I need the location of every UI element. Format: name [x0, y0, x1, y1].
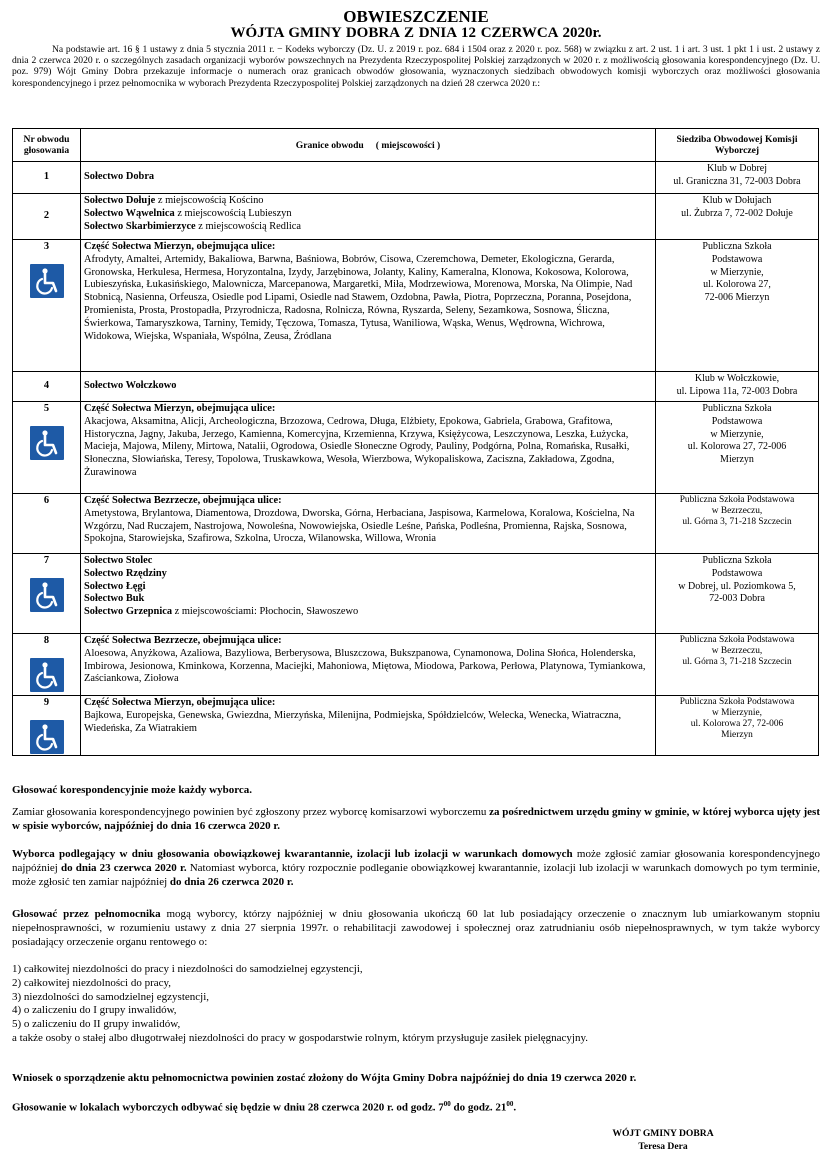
area-line-text: z miejscowością Redlica: [195, 220, 301, 232]
intro-paragraph: Na podstawie art. 16 § 1 ustawy z dnia 5 stycznia 2011 r. − Kodeks wyborczy (Dz. U. z 2019 r. poz. 684 i 1504 oraz z 2020 r. poz. 568) w związku z art. 2 ust. 1 i art. 3 ust. 1 pkt 1 i ust. 2 ustawy z dnia 2 czerwca 2020 r. o szczególnych zasadach organizacji wyborów powszechnych na Prezydenta Rzeczypospolitej Polskiej zarządzonych w 2020 r. z możliwością głosowania korespondencyjnego (Dz. U. poz. 979) Wójt Gminy Dobra przekazuje informacje o numerach oraz granicach obwodów głosowania, wyznaczonych siedzibach obwodowych komisji wyborczych oraz możliwości głosowania korespondencyjnego i przez pełnomocnika w wyborach Prezydenta Rzeczypospolitej Polskiej zarządzonych na dzień 28 czerwca 2020 r.:: [12, 44, 820, 89]
street-list: Afrodyty, Amaltei, Artemidy, Bakaliowa, Barwna, Baśniowa, Bobrów, Cisowa, Czeremchowa, Demeter, Ekologiczna, Gerarda, Gronowska, Herkulesa, Hermesa, Horyzontalna, Izydy, Jarzębinowa, Jolanty, Kaliny, Kameralna, Klonowa, Kokosowa, Kolorowa, Lubieszyńska, Łukasińskiego, Malownicza, Marcepanowa, Margaretki, Miła, Modrzewiowa, Morenowa, Morska, Na Olimpie, Nad Stobnicą, Nasienna, Orfeusza, Osiedle pod Lipami, Osiedle nad Stawem, Ozdobna, Pawła, Piotra, Poprzeczna, Poranna, Posejdona, Promienista, Prosta, Prostopadła, Przyrodnicza, Radosna, Rolnicza, Równa, Ryszarda, Seleny, Sezamkowa, Sosnowa, Śliczna, Świerkowa, Tamaryszkowa, Tarniny, Temidy, Tęczowa, Tomasza, Tytusa, Waniliowa, Wąska, Wenus, Wędrowna, Wichrowa, Widokowa, Wiejska, Wspaniała, Wspólna, Zeusa, Źródlana: [84, 253, 633, 342]
footer-p7-text2: do godz. 21: [450, 1101, 507, 1114]
district-area-cell: [81, 372, 656, 402]
commission-seat: Klub w Dołujach ul. Żubrza 7, 72-002 Dołuje: [681, 195, 793, 219]
footer-list: [12, 963, 820, 1046]
area-line: [84, 380, 652, 393]
area-line: [84, 697, 652, 710]
footer-p7-sup1: 00: [443, 1100, 451, 1108]
area-line-bold: Sołectwo Łęgi: [84, 580, 146, 592]
area-line-bold: Sołectwo Dobra: [84, 171, 155, 183]
commission-seat-cell: [656, 372, 819, 402]
district-area-cell: [81, 162, 656, 194]
commission-seat-cell: [656, 162, 819, 194]
footer-p2-text: Zamiar głosowania korespondencyjnego powinien być zgłoszony przez wyborcę komisarzowi wyborczemu: [12, 806, 490, 818]
district-number: 9: [43, 697, 50, 708]
footer-p6: Wniosek o sporządzenie aktu pełnomocnictwa powinien zostać złożony do Wójta Gminy Dobra najpóźniej do dnia 19 czerwca 2020 r.: [12, 1072, 637, 1084]
signature-title: WÓJT GMINY DOBRA: [612, 1128, 714, 1139]
district-number-cell: [13, 194, 81, 240]
commission-seat-cell: [656, 402, 819, 494]
district-area-cell: [81, 696, 656, 756]
commission-seat: Publiczna Szkoła Podstawowa w Mierzynie, ul. Kolorowa 27, 72-006 Mierzyn: [702, 241, 772, 304]
footer-list-item: 2) całkowitej niezdolności do pracy,: [12, 976, 172, 989]
commission-seat-cell: [656, 696, 819, 756]
col-header-nr: Nr obwodu głosowania: [13, 129, 81, 162]
footer-p2-bold: za pośrednictwem urzędu gminy w gminie, w której wyborca ujęty jest w spisie wyborców, najpóźniej do dnia 16 czerwca 2020 r.: [12, 806, 821, 832]
district-area-cell: [81, 240, 656, 372]
area-line: [84, 195, 652, 208]
districts-table: [12, 128, 819, 756]
footer-p7-text1: Głosowanie w lokalach wyborczych odbywać się będzie w dniu 28 czerwca 2020 r. od godz. 7: [12, 1101, 444, 1114]
district-number: 1: [43, 171, 50, 183]
district-number: 3: [43, 241, 50, 252]
area-line: [84, 581, 652, 594]
district-area-cell: [81, 402, 656, 494]
commission-seat: Klub w Wołczkowie, ul. Lipowa 11a, 72-003 Dobra: [676, 373, 798, 397]
area-line: [84, 221, 652, 234]
district-number-cell: [13, 696, 81, 756]
footer-p3-bold3: do dnia 26 czerwca 2020 r.: [169, 875, 294, 888]
area-line-bold: Część Sołectwa Mierzyn, obejmująca ulice:: [84, 241, 276, 252]
footer-p3-text1: może zgłosić zamiar głosowania korespondencyjnego najpóźniej: [12, 848, 820, 874]
signature-name: Teresa Dera: [638, 1141, 688, 1152]
footer-list-item: 4) o zaliczeniu do I grupy inwalidów,: [12, 1004, 177, 1017]
district-number-cell: [13, 402, 81, 494]
district-number-cell: [13, 372, 81, 402]
area-line-bold: Sołectwo Wołczkowo: [84, 380, 177, 392]
area-line-bold: Sołectwo Wąwelnica: [84, 207, 175, 219]
commission-seat: Publiczna Szkoła Podstawowa w Bezrzeczu, ul. Górna 3, 71-218 Szczecin: [679, 635, 795, 667]
table-row: [13, 634, 819, 696]
footer-p5: a także osoby o stałej albo długotrwałej niezdolności do pracy w gospodarstwie rolnym, którym przysługuje zasiłek pielęgnacyjny.: [12, 1031, 589, 1044]
area-line: [84, 593, 652, 606]
col-header-seat: Siedziba Obwodowej Komisji Wyborczej: [656, 129, 819, 162]
district-number-cell: [13, 494, 81, 554]
district-area-cell: [81, 494, 656, 554]
area-line-bold: Sołectwo Grzepnica: [84, 606, 173, 618]
commission-seat-cell: [656, 240, 819, 372]
wheelchair-icon: [30, 720, 64, 754]
footer-p2: [12, 806, 820, 834]
table-row: [13, 494, 819, 554]
commission-seat-cell: [656, 194, 819, 240]
area-line: [84, 606, 652, 619]
district-number: 8: [43, 635, 50, 646]
wheelchair-icon: [30, 578, 64, 612]
district-number-cell: [13, 240, 81, 372]
table-row: [13, 402, 819, 494]
area-line-bold: Część Sołectwa Bezrzecze, obejmująca ulice:: [84, 495, 282, 506]
street-list: Bajkowa, Europejska, Genewska, Gwiezdna, Mierzyńska, Milenijna, Podmiejska, Spółdzielców, Welecka, Wenecka, Wiatraczna, Wiedeńska, Za Wiatrakiem: [84, 709, 622, 734]
area-line: [84, 171, 652, 184]
commission-seat: Publiczna Szkoła Podstawowa w Mierzynie, ul. Kolorowa 27, 72-006 Mierzyn: [687, 403, 787, 466]
wheelchair-icon: [30, 426, 64, 460]
table-row: [13, 194, 819, 240]
district-area-cell: [81, 554, 656, 634]
area-line: [84, 635, 652, 648]
commission-seat: Publiczna Szkoła Podstawowa w Mierzynie, ul. Kolorowa 27, 72-006 Mierzyn: [679, 697, 795, 740]
district-number: 6: [43, 495, 50, 506]
area-line: [84, 403, 652, 416]
district-number-cell: [13, 634, 81, 696]
footer-p7-text3: .: [513, 1101, 517, 1114]
footer-list-item: 1) całkowitej niezdolności do pracy i niezdolności do samodzielnej egzystencji,: [12, 963, 363, 975]
commission-seat-cell: [656, 554, 819, 634]
area-line-text: z miejscowością Kościno: [155, 195, 264, 206]
area-line-bold: Sołectwo Stolec: [84, 555, 153, 566]
wheelchair-icon: [30, 658, 64, 692]
area-line-bold: Sołectwo Buk: [84, 593, 145, 605]
footer-p4-bold: Głosować przez pełnomocnika: [12, 908, 161, 920]
wheelchair-icon: [30, 264, 64, 298]
footer-p7-sup2: 00: [506, 1100, 514, 1108]
area-line: [84, 208, 652, 221]
table-row: [13, 240, 819, 372]
footer-p3: [12, 848, 820, 889]
district-number: 4: [43, 380, 50, 392]
document-subtitle: WÓJTA GMINY DOBRA Z DNIA 12 CZERWCA 2020r.: [230, 25, 602, 41]
area-line-text: z miejscowościami: Płochocin, Sławoszewo: [172, 606, 359, 618]
commission-seat: Publiczna Szkoła Podstawowa w Bezrzeczu, ul. Górna 3, 71-218 Szczecin: [679, 495, 795, 527]
footer-list-item: 5) o zaliczeniu do II grupy inwalidów,: [12, 1018, 181, 1031]
area-line-bold: Sołectwo Dołuje: [84, 195, 156, 206]
area-line-bold: Sołectwo Skarbimierzyce: [84, 220, 196, 232]
table-row: [13, 372, 819, 402]
table-row: [13, 696, 819, 756]
district-number: 7: [43, 555, 50, 566]
districts-table-body: [13, 162, 819, 756]
commission-seat: Klub w Dobrej ul. Graniczna 31, 72-003 Dobra: [673, 163, 801, 187]
district-number-cell: [13, 554, 81, 634]
area-line-bold: Część Sołectwa Bezrzecze, obejmująca ulice:: [84, 635, 282, 646]
area-line: [84, 568, 652, 581]
commission-seat-cell: [656, 634, 819, 696]
area-line-bold: Sołectwo Rzędziny: [84, 567, 167, 579]
district-number: 5: [43, 403, 50, 414]
commission-seat: Publiczna Szkoła Podstawowa w Dobrej, ul. Poziomkowa 5, 72-003 Dobra: [678, 555, 796, 605]
commission-seat-cell: [656, 494, 819, 554]
area-line-bold: Część Sołectwa Mierzyn, obejmująca ulice:: [84, 403, 276, 414]
street-list: Ametystowa, Brylantowa, Diamentowa, Drozdowa, Dworska, Górna, Herbaciana, Jaspisowa, Karmelowa, Koralowa, Kościelna, Na Wzgórzu, Nad Ruczajem, Nastrojowa, Nowoleśna, Nowowiejska, Osiedle Leśne, Pańska, Podleśna, Promienna, Rajska, Sosnowa, Spokojna, Starowiejska, Szafirowa, Szkolna, Urocza, Wilanowska, Willowa, Wronia: [84, 507, 635, 545]
area-line: [84, 495, 652, 508]
area-line-text: z miejscowością Lubieszyn: [174, 207, 292, 219]
table-row: [13, 162, 819, 194]
footer-p3-bold2: do dnia 23 czerwca 2020 r.: [60, 861, 187, 874]
footer-p4: [12, 908, 820, 949]
street-list: Akacjowa, Aksamitna, Alicji, Archeologiczna, Brzozowa, Cedrowa, Długa, Elżbiety, Epokowa, Gabriela, Grabowa, Grafitowa, Historyczna, Jagny, Jakuba, Jerzego, Kamienna, Komercyjna, Krzemienna, Krzywa, Księżycowa, Leszczynowa, Leszka, Łużycka, Macieja, Majowa, Mileny, Mirtowa, Natalii, Ogrodowa, Osiedle Słoneczne Ogrody, Pauliny, Podgórna, Polna, Romańska, Rusałki, Słoneczna, Słowiańska, Teresy, Topolowa, Truskawkowa, Wesoła, Wierzbowa, Wykopaliskowa, Zaciszna, Zakładowa, Zgodna, Żurawinowa: [84, 415, 630, 478]
col-header-area: Granice obwodu ( miejscowości ): [81, 129, 656, 162]
district-area-cell: [81, 194, 656, 240]
footer-p1: Głosować korespondencyjnie może każdy wyborca.: [12, 784, 253, 796]
table-row: [13, 554, 819, 634]
district-area-cell: [81, 634, 656, 696]
footer-list-item: 3) niezdolności do samodzielnej egzystencji,: [12, 990, 210, 1003]
footer-p3-bold1: Wyborca podlegający w dniu głosowania obowiązkowej kwarantannie, izolacji lub izolacji w warunkach domowych: [12, 848, 573, 860]
footer-p3-text2: Natomiast wyborca, który rozpocznie podleganie obowiązkowej kwarantannie, izolacji lub izolacji w warunkach domowych po tym terminie, może zgłosić ten zamiar najpóźniej: [12, 861, 820, 888]
footer-p4-text: mogą wyborcy, którzy najpóźniej w dniu głosowania ukończą 60 lat lub posiadający orzeczenie o znacznym lub umiarkowanym stopniu niepełnosprawności, w rozumieniu ustawy z dnia 27 sierpnia 1997r. o rehabilitacji zawodowej i społecznej oraz zatrudnianiu osób niepełnosprawnych, w tym także wyborcy posiadający orzeczenie organu rentowego o:: [12, 908, 820, 948]
footer-p7: [12, 1098, 820, 1115]
area-line: [84, 555, 652, 568]
document-title: OBWIESZCZENIE: [343, 7, 489, 26]
district-number-cell: [13, 162, 81, 194]
area-line: [84, 241, 652, 254]
street-list: Aloesowa, Anyżkowa, Azaliowa, Bazyliowa, Berberysowa, Bluszczowa, Bukszpanowa, Cynamonowa, Dolina Słońca, Holenderska, Imbirowa, Jesionowa, Kminkowa, Korzenna, Maciejki, Mahoniowa, Miętowa, Miodowa, Parkowa, Perłowa, Platynowa, Tymiankowa, Zaściankowa, Ziołowa: [84, 647, 646, 685]
area-line-bold: Część Sołectwa Mierzyn, obejmująca ulice:: [84, 697, 276, 708]
district-number: 2: [43, 210, 50, 222]
